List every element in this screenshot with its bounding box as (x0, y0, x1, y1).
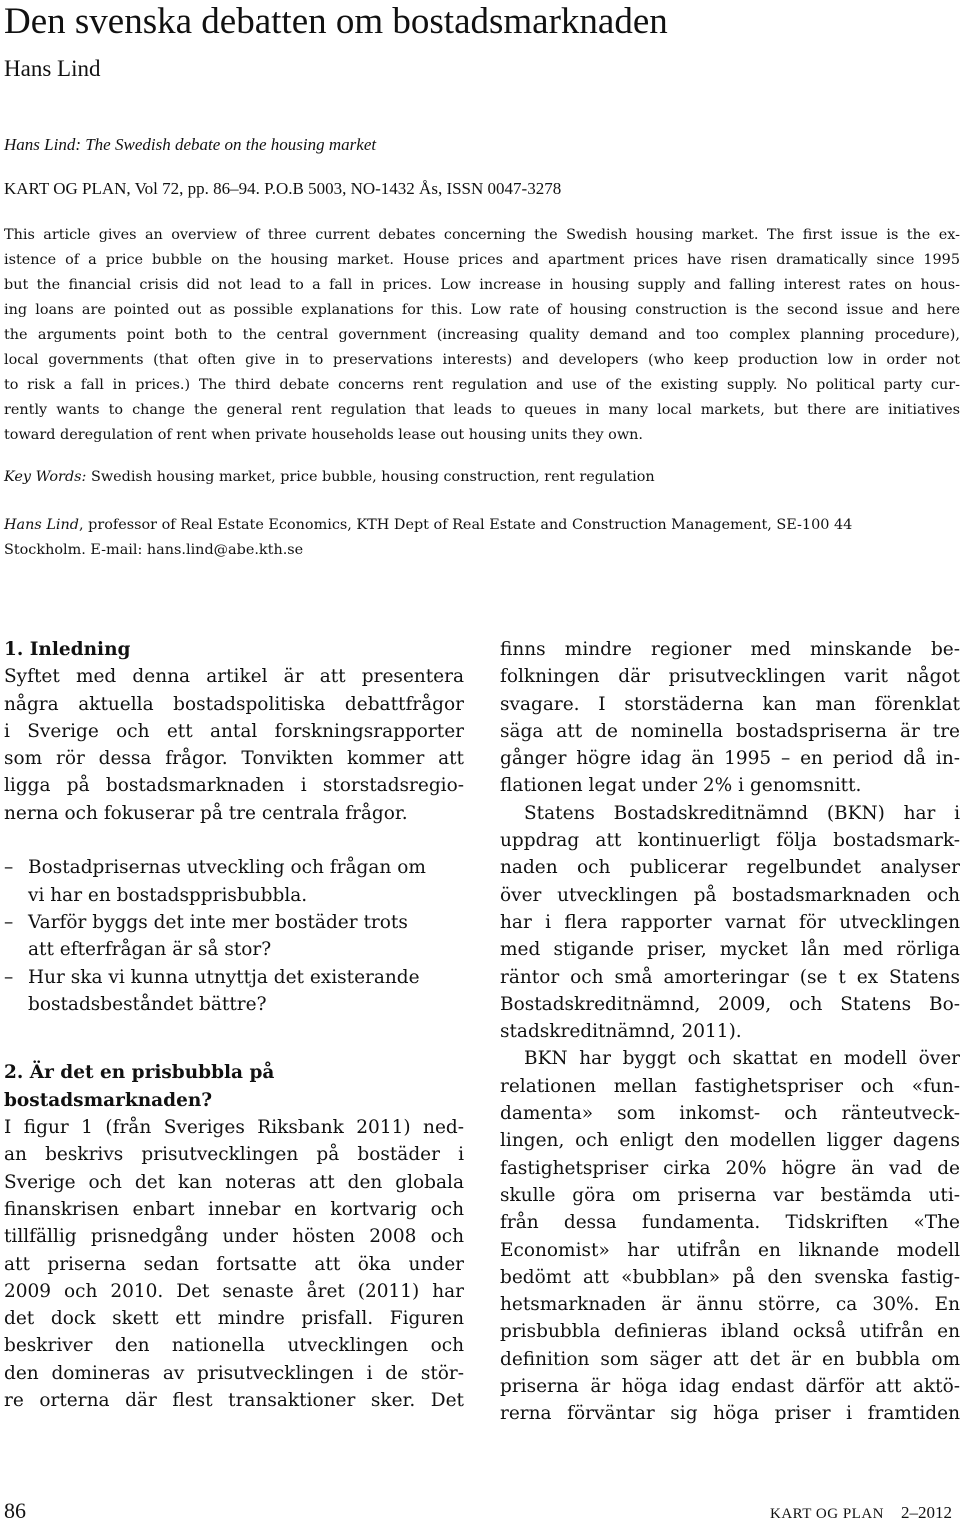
abstract (4, 223, 960, 448)
body-line: som rör dessa frågor. Tonvikten kommer att (4, 748, 464, 770)
keywords-label: Key Words: (4, 469, 87, 485)
abstract-line: ing loans are pointed out as possible explanations for this. Low rate of housing construction is the second issue and here (4, 302, 960, 318)
journal-issue: 2–2012 (901, 1503, 952, 1522)
body-line: flationen legat under 2% i genomsnitt. (500, 775, 862, 797)
body-line: finanskrisen enbart innebar en kortvarig och (4, 1198, 464, 1220)
section-2-heading: bostadsmarknaden? (4, 1089, 213, 1111)
body-line: re orterna där flest transaktioner sker. Det (4, 1390, 464, 1412)
body-line: uppdrag att kontinuerligt följa bostadsmark- (500, 830, 960, 852)
body-line: rerna förväntar sig höga priser i framtiden (500, 1403, 960, 1425)
body-line: I figur 1 (från Sveriges Riksbank 2011) ned- (4, 1117, 464, 1139)
affiliation-line-1 (4, 513, 852, 538)
body-line: stadskreditnämnd, 2011). (500, 1021, 742, 1043)
bullet-text: vi har en bostadspprisbubbla. (28, 884, 308, 906)
body-line: några aktuella bostadspolitiska debattfrågor (4, 693, 464, 715)
right-column (500, 636, 960, 1428)
body-line: svagare. I storstäderna kan man förenklat (500, 693, 960, 715)
body-line: folkningen där prisutvecklingen varit något (500, 666, 960, 688)
bullet-item (4, 854, 464, 909)
journal-name: KART OG PLAN (770, 1506, 884, 1522)
body-line: beskriver den nationella utvecklingen och (4, 1335, 464, 1357)
body-line: prisbubbla definieras ibland också utifrån en (500, 1321, 960, 1343)
bullet-dash: – (4, 966, 14, 988)
body-line: Sverige och det kan noteras att den globala (4, 1171, 464, 1193)
body-line: BKN har byggt och skattat en modell över (524, 1048, 960, 1070)
body-line: an beskrivs prisutvecklingen på bostäder i (4, 1144, 464, 1166)
bullet-text: Bostadprisernas utveckling och frågan om (28, 857, 426, 879)
body-line: definition som säger att det är en bubbla om (500, 1348, 960, 1370)
body-line: det dock skett ett mindre prisfall. Figuren (4, 1308, 464, 1330)
body-line: lingen, och enligt den modellen ligger dagens (500, 1130, 960, 1152)
bullet-dash: – (4, 857, 14, 879)
abstract-line: to risk a fall in prices.) The third debate concerns rent regulation and use of the existing supply. No political party cur- (4, 377, 960, 393)
affiliation-line-2: Stockholm. E-mail: hans.lind@abe.kth.se (4, 542, 304, 558)
bullet-text: att efterfrågan är så stor? (28, 939, 272, 961)
journal-footer (770, 1503, 952, 1523)
author-name: Hans Lind (4, 56, 101, 81)
english-title: Hans Lind: The Swedish debate on the housing market (4, 135, 377, 154)
article-title: Den svenska debatten om bostadsmarknaden (4, 1, 668, 42)
bullet-text: Varför byggs det inte mer bostäder trots (28, 911, 408, 933)
abstract-line: istence of a price bubble on the housing market. House prices and apartment prices have risen dramatically since 1995 (4, 252, 960, 268)
body-line: Economist» har utifrån en liknande modell (500, 1239, 960, 1261)
keywords (4, 469, 655, 485)
abstract-line: This article gives an overview of three current debates concerning the Swedish housing market. The first issue is the ex- (4, 227, 960, 243)
body-line: hetsmarknaden är ännu större, ca 30%. En (500, 1294, 960, 1316)
abstract-line: rently wants to change the general rent regulation that leads to queues in many local markets, but there are initiatives (4, 402, 960, 418)
affiliation-text: , professor of Real Estate Economics, KTH Dept of Real Estate and Construction Management, SE-100 44 (79, 517, 853, 533)
section-1-heading: 1. Inledning (4, 639, 131, 660)
body-line: säga att de nominella bostadspriserna är tre (500, 720, 960, 742)
body-line: priserna är höga idag endast därför att aktö- (500, 1376, 960, 1398)
bullet-text: Hur ska vi kunna utnyttja det existerande (28, 966, 420, 988)
bullet-item (4, 909, 464, 964)
keywords-text: Swedish housing market, price bubble, housing construction, rent regulation (90, 469, 655, 485)
body-line: har i flera rapporter varnat för utvecklingen (500, 911, 960, 933)
body-line: i Sverige och ett antal forskningsrapporter (4, 720, 464, 742)
abstract-line: but the financial crisis did not lead to a fall in prices. Low increase in housing supply and falling interest rates on hous- (4, 277, 960, 293)
affiliation-name: Hans Lind (4, 517, 79, 533)
citation-line: KART OG PLAN, Vol 72, pp. 86–94. P.O.B 5003, NO-1432 Ås, ISSN 0047-3278 (4, 179, 562, 198)
left-column (4, 636, 464, 1414)
author-affiliation (4, 513, 852, 563)
body-line: tillfällig prisnedgång under hösten 2008 och (4, 1226, 464, 1248)
abstract-line: local governments (that often give in to preservations interests) and developers (who keep production low in order not (4, 352, 960, 368)
body-line: med stigande priser, mycket lån med rörliga (500, 939, 960, 961)
body-line: från dessa fundamenta. Tidskriften «The (500, 1212, 960, 1234)
body-line: naden och publicerar regelbundet analyser (500, 857, 960, 879)
body-line: att priserna sedan fortsatte att öka under (4, 1253, 464, 1275)
body-line: nerna och fokuserar på tre centrala frågor. (4, 802, 408, 824)
body-line: gånger högre idag än 1995 – en period då in- (500, 748, 960, 770)
bullet-dash: – (4, 911, 14, 933)
body-line: damenta» som inkomst- och ränteutveck- (500, 1103, 960, 1125)
body-line: skulle göra om priserna var bestämda uti- (500, 1184, 960, 1206)
body-line: relationen mellan fastighetspriser och «fun- (500, 1075, 960, 1097)
bullet-item (4, 964, 464, 1019)
body-line: den domineras av prisutvecklingen i de stör- (4, 1362, 464, 1384)
abstract-line: the arguments point both to the central government (increasing quality demand and too complex planning procedure), (4, 327, 960, 343)
body-line: 2009 och 2010. Det senaste året (2011) har (4, 1280, 464, 1302)
body-line: ligga på bostadsmarknaden i storstadsregio- (4, 775, 464, 797)
body-line: Statens Bostadskreditnämnd (BKN) har i (524, 802, 960, 824)
body-line: över utvecklingen på bostadsmarknaden och (500, 884, 960, 906)
page-number: 86 (4, 1498, 26, 1523)
bullet-text: bostadsbeståndet bättre? (28, 993, 267, 1015)
body-line: Syftet med denna artikel är att presentera (4, 666, 464, 688)
abstract-line: toward deregulation of rent when private households lease out housing units they own. (4, 427, 643, 443)
body-line: Bostadskreditnämnd, 2009, och Statens Bo- (500, 993, 960, 1015)
body-line: bedömt att «bubblan» på den svenska fastig- (500, 1266, 960, 1288)
body-line: fastighetspriser cirka 20% högre än vad de (500, 1157, 960, 1179)
section-2-heading: 2. Är det en prisbubbla på (4, 1062, 275, 1084)
body-line: finns mindre regioner med minskande be- (500, 639, 960, 660)
body-line: räntor och små amorteringar (se t ex Statens (500, 966, 960, 988)
